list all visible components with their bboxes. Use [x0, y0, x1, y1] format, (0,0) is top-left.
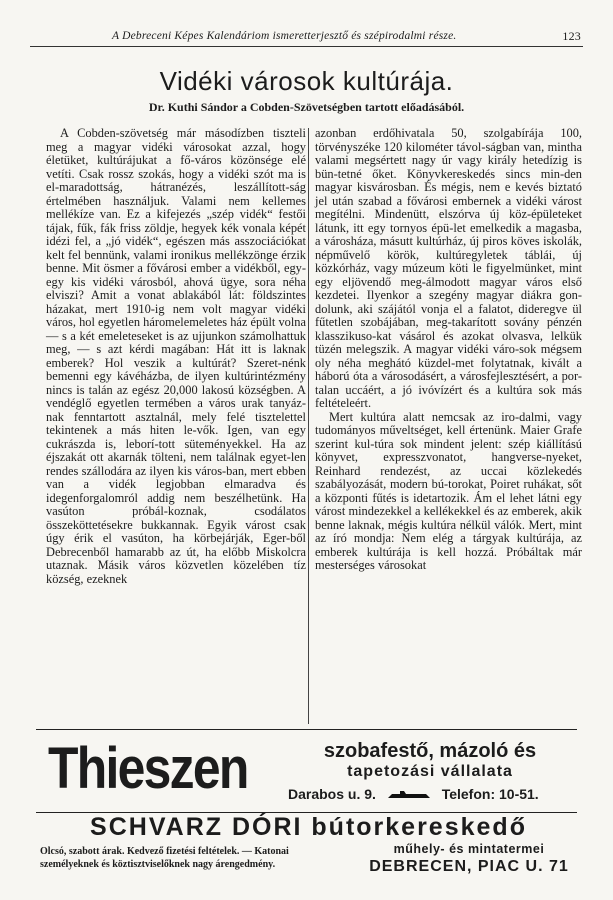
ship-icon — [386, 790, 432, 800]
ad-phone: Telefon: 10-51. — [441, 786, 539, 802]
running-header — [30, 28, 583, 47]
ad-address: Darabos u. 9. — [288, 786, 376, 802]
ad-brand-thieszen: Thieszen — [48, 736, 248, 801]
article-byline: Dr. Kuthi Sándor a Cobden-Szövetségben tartott előadásából. — [148, 100, 465, 114]
ad-line: szobafestő, mázoló és — [323, 740, 537, 762]
right-column — [315, 127, 582, 573]
ad-location — [358, 842, 580, 876]
ad-info — [40, 845, 358, 871]
running-title: A Debreceni Képes Kalendáriom ismeretterjesztő és szépirodalmi része. — [112, 30, 457, 42]
ad-info-line: személyeknek és köztisztviselőknek nagy árengedmény. — [40, 859, 276, 870]
ad-thieszen — [36, 734, 577, 810]
ad-brand-schvarz: SCHVARZ DÓRI bútorkereskedő — [90, 813, 527, 841]
left-column — [46, 127, 306, 586]
ad-address: DEBRECEN, PIAC U. 71 — [369, 858, 569, 875]
ad-contact — [288, 786, 588, 802]
paragraph: azonban erdőhivatala 50, szolgabírája 100, törvényszéke 120 kilométer távol-ságban van, mintha valami megsértett nagy úr vagy király hetedízig is bün-tetné őket. Könyvkereskedés sincs min-den magyar kisvárosban. És mégis, nem e kevés biztató jel után szabad a fővárosi embernek a vidéki várost megítélni. Mindenütt, elszórva új köz-épületeket látunk, itt egy tornyos épü-let emelkedik a magasba, a városháza, másutt kultúrház, új piros köves iskolák, népművelő körök, kultúregyletek táblái, új közkórház, vagy múzeum köti le figyelmünket, mint egy eljövendő meg-álmodott magyar város első kezdetei. Ilyenkor a szegény magyar diákra gon-dolunk, aki szájától vonja el a falatot, dideregve ül fűtetlen szobájában, meg-takarított sovány pénzén klasszikuso-kat vásárol és azokat olvasva, lelkük tüzén melegszik. A magyar vidéki váro-sok mégsem oly néha meghátó küzdel-met folytatnak, kivált a háború óta a városodásért, a városfejlesztésért, a por-talan uccáért, a jó ivóvízért és a kultúra sok más feltételeért. — [315, 126, 582, 410]
ad-divider — [36, 729, 577, 730]
page-number: 123 — [562, 29, 581, 43]
column-divider — [308, 128, 309, 724]
ad-line: tapetozási vállalata — [347, 763, 513, 780]
paragraph: Mert kultúra alatt nemcsak az iro-dalmi, vagy tudományos műveltséget, kell értenünk. Maier Grafe szerint kul-túra sok mindent jelent: szép kiállítású könyvet, expresszvonatot, hangverse-nyeket, Reinhard rendezést, az uccai közlekedés szabályozását, modern bú-torokat, Poiret ruhákat, sőt a központi fűtés is idetartozik. Ám el lehet látni egy várost mindezekkel a kellékekkel és az emberek, akik benne laknak, mégis kultúra nélkül válók. Mert, mint az író mondja: Nem elég a tárgyak kultúrája, az emberek kultúrája is kell hozzá. Próbáltak már mesterséges városokat — [315, 409, 582, 572]
article-title: Vidéki városok kultúrája. — [159, 66, 454, 96]
paragraph: A Cobden-szövetség már másodízben tiszteli meg a magyar vidéki városokat azzal, hogy életüket, kultúrájukat a fő-város közönsége elé vetíti. Csak rossz szokás, hogy a vidéki szót ma is el-maradottság, hátranézés, leszállított-ság értelmében használjuk. Valami nem kellemes mellékíze van. Ez a kifejezés „szép vidék“ festői tájak, fűk, fák friss zöldje, hegyek kék vonala képét idézi fel, a „jó vidék“, egészen más asszociációkat kelt fel bennünk, valami ironikus mellékzönge érzik benne. Mit ösmer a fővárosi ember a vidékből, egy-egy kis vidéki városból, ahová ügye, sora néha elviszi? Amit a vonat ablakából lát: földszintes házakat, mert 1910-ig nem volt magyar vidéki város, hol egyetlen háromelemeletes ház épült volna — s a két emeleteseket is az ujjunkon számolhattuk meg, — s azt kérdi magában: Hát itt is laknak emberek? Hol veszik a kultúrát? Szeret-nénk bemenni egy kávéházba, de ilyen kultúrintézmény nincs is talán az egész 20,000 lakosú községben. A vendéglő egyetlen termében a város urak tanyáz-nak fenntartott asztalnál, mely felé tisztelettel tekintenek a más hiten le-vők. Igen, van egy cukrászda is, leborí-tott süteményekkel. Ha az éjszakát ott akarnák tölteni, nem találnak egyet-len rendes szállodára az ilyen kis város-ban, mert ebben van a vidék legjobban elmaradva és idegenforgalomról addig nem beszélhetünk. Ha vasúton próbál-koznak, csodálatos összeköttetésekre bukkannak. Egyik várost csak úgy érik el vasúton, ha körbejárják, Eger-ből Debrecenből hamarabb az út, ha előbb Miskolcra utaznak. Másik város közvetlen közelében tíz község, ezeknek — [46, 126, 306, 586]
ad-workshop: műhely- és mintatermei — [393, 842, 545, 856]
ad-info-line: Olcsó, szabott árak. Kedvező fizetési feltételek. — Katonai — [40, 846, 289, 857]
